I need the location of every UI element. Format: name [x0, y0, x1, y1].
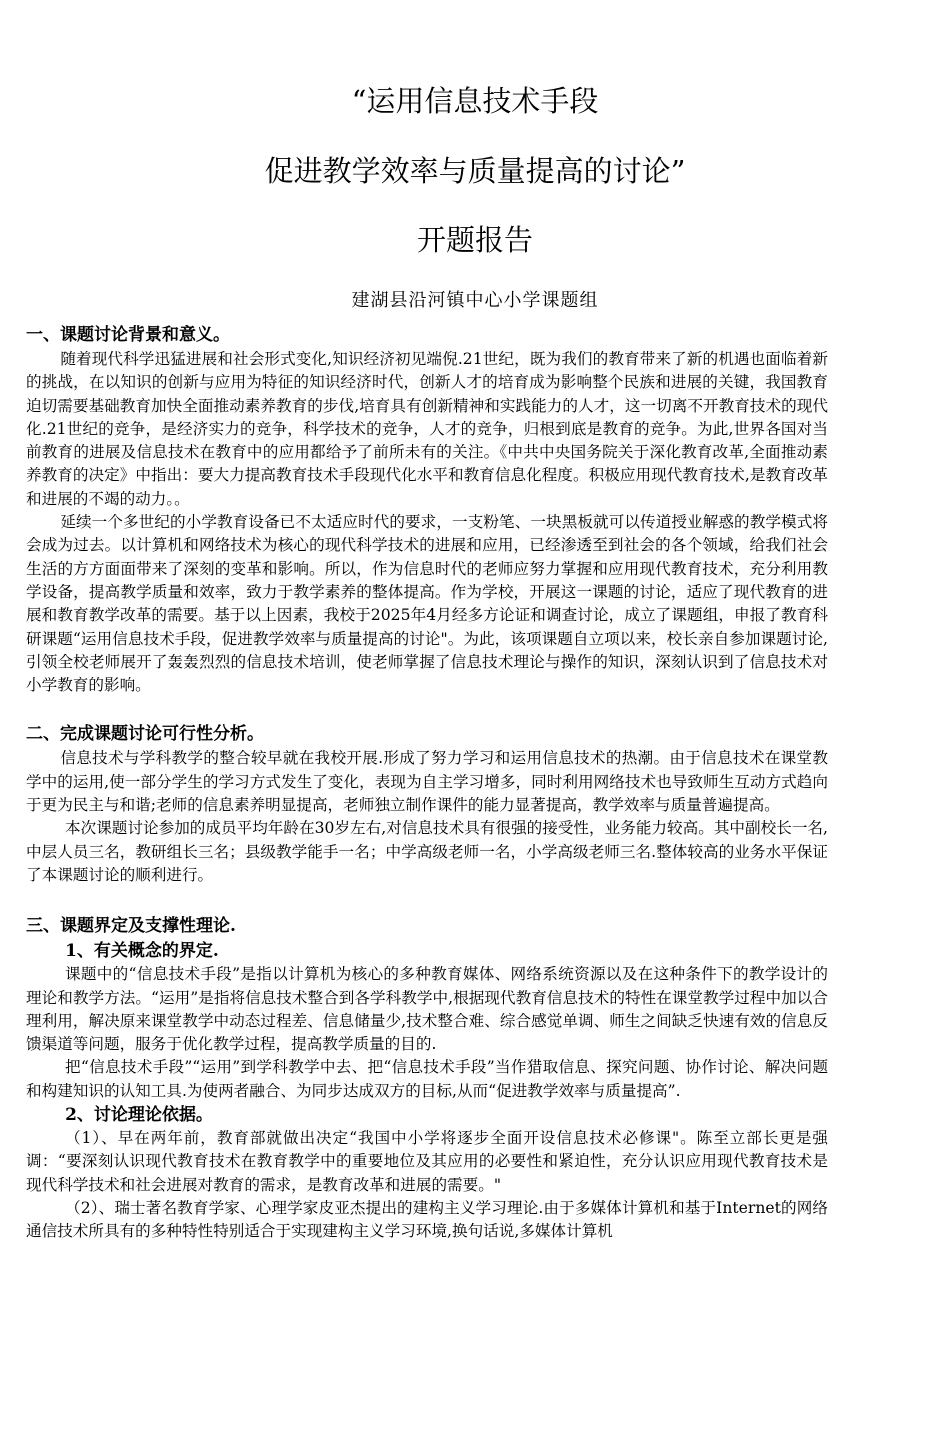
title-line-1: “运用信息技术手段 [351, 84, 599, 118]
section-3-subheading-1: 1、有关概念的界定. [65, 941, 219, 962]
document-body [26, 322, 828, 1244]
spacer [26, 887, 828, 913]
section-2-paragraph-1: 信息技术与学科教学的整合较早就在我校开展.形成了努力学习和运用信息技术的热潮。由于信息技术在课堂教学中的运用,使一部分学生的学习方式发生了变化，表现为自主学习增多，同时利用网络技术也导致师生互动方式趋向于更为民主与和谐;老师的信息素养明显提高，老师独立制作课件的能力显著提高，教学效率与质量普遍提高。 [26, 749, 828, 815]
section-3-paragraph-2: 把“信息技术手段”“运用”到学科教学中去、把“信息技术手段”当作猎取信息、探究问题、协作讨论、解决问题和构建知识的认知工具.为使两者融合、为同步达成双方的目标,从而“促进教学效率与质量提高”. [26, 1058, 828, 1100]
section-2-paragraph-2: 本次课题讨论参加的成员平均年龄在30岁左右,对信息技术具有很强的接受性，业务能力较高。其中副校长一名,中层人员三名，教研组长三名；县级教学能手一名；中学高级老师一名，小学高级老师三名.整体较高的业务水平保证了本课题讨论的顺利进行。 [26, 819, 828, 884]
title-line-2: 促进教学效率与质量提高的讨论” [264, 154, 686, 188]
organization-name: 建湖县沿河镇中心小学课题组 [351, 290, 599, 311]
section-1-paragraph-1: 随着现代科学迅猛进展和社会形式变化,知识经济初见端倪.21世纪，既为我们的教育带来了新的机遇也面临着新的挑战，在以知识的创新与应用为特征的知识经济时代，创新人才的培育成为影响整个民族和进展的关键，我国教育迫切需要基础教育加快全面推动素养教育的步伐,培育具有创新精神和实践能力的人才，这一切离不开教育技术的现代化.21世纪的竞争，是经济实力的竞争，科学技术的竞争，人才的竞争，归根到底是教育的竞争。为此,世界各国对当前教育的进展及信息技术在教育中的应用都给予了前所未有的关注。《中共中央国务院关于深化教育改革,全面推动素养教育的决定》中指出：要大力提高教育技术手段现代化水平和教育信息化程度。积极应用现代教育技术,是教育改革和进展的不竭的动力。。 [26, 350, 828, 508]
section-3-heading: 三、课题界定及支撑性理论. [26, 916, 236, 937]
spacer [26, 697, 828, 721]
section-3-paragraph-4: （2）、瑞士著名教育学家、心理学家皮亚杰提出的建构主义学习理论.由于多媒体计算机和基于Internet的网络通信技术所具有的多种特性特别适合于实现建构主义学习环境,换句话说,多媒体计算机 [26, 1198, 828, 1241]
section-2-heading: 二、完成课题讨论可行性分析。 [26, 724, 264, 745]
title-line-3: 开题报告 [416, 223, 533, 257]
section-3-paragraph-3: （1）、早在两年前，教育部就做出决定“我国中小学将逐步全面开设信息技术必修课"。陈至立部长更是强调：“要深刻认识现代教育技术在教育教学中的重要地位及其应用的必要性和紧迫性，充分认识应用现代教育技术是现代科学技术和社会进展对教育的需求，是教育改革和进展的需要。" [26, 1129, 828, 1194]
section-3-subheading-2: 2、讨论理论依据。 [65, 1105, 213, 1126]
section-3-paragraph-1: 课题中的“信息技术手段”是指以计算机为核心的多种教育媒体、网络系统资源以及在这种条件下的教学设计的理论和教学方法。“运用”是指将信息技术整合到各学科教学中,根据现代教育信息技术的特性在课堂教学过程中加以合理利用，解决原来课堂教学中动态过程差、信息储量少,技术整合难、综合感觉单调、师生之间缺乏快速有效的信息反馈渠道等问题，服务于优化教学过程，提高教学质量的目的. [26, 965, 828, 1054]
section-1-heading: 一、课题讨论背景和意义。 [26, 325, 230, 345]
section-1-paragraph-2: 延续一个多世纪的小学教育设备已不太适应时代的要求，一支粉笔、一块黑板就可以传道授业解惑的教学模式将会成为过去。以计算机和网络技术为核心的现代科学技术的进展和应用，已经渗透至到社会的各个领域，给我们社会生活的方方面面带来了深刻的变革和影响。所以，作为信息时代的老师应努力掌握和应用现代教育技术，充分利用教学设备，提高教学质量和效率，致力于教学素养的整体提高。作为学校，开展这一课题的讨论，适应了现代教育的进展和教育教学改革的需要。基于以上因素，我校于2025年4月经多方论证和调查讨论，成立了课题组，申报了教育科研课题“运用信息技术手段，促进教学效率与质量提高的讨论"。为此，该项课题自立项以来，校长亲自参加课题讨论,引领全校老师展开了轰轰烈烈的信息技术培训，使老师掌握了信息技术理论与操作的知识，深刻认识到了信息技术对小学教育的影响。 [26, 513, 828, 695]
